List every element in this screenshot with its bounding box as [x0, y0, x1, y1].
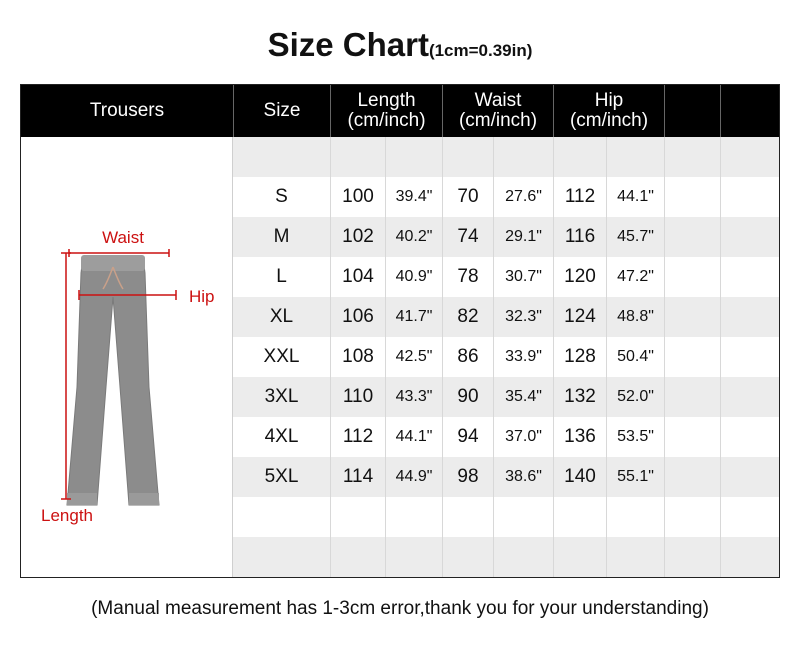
cell-hip-cm: 136 — [553, 417, 606, 457]
cell-hip-in: 44.1" — [606, 177, 664, 217]
cell-waist-cm: 82 — [442, 297, 493, 337]
empty-row — [233, 497, 780, 537]
cell-hip-cm: 128 — [553, 337, 606, 377]
cell-length-cm: 108 — [330, 337, 385, 377]
cell-waist-cm: 98 — [442, 457, 493, 497]
empty-cell — [664, 297, 720, 337]
cell-waist-in: 35.4" — [493, 377, 553, 417]
cell-size: 5XL — [264, 466, 299, 487]
cell-hip-in: 47.2" — [606, 257, 664, 297]
cell-length-in: 41.7" — [385, 297, 442, 337]
empty-cell — [442, 537, 493, 577]
cell-size: XL — [269, 306, 294, 327]
cell-hip-cm: 124 — [553, 297, 606, 337]
empty-cell — [493, 137, 553, 177]
cell-waist-in: 33.9" — [493, 337, 553, 377]
empty-cell — [330, 137, 385, 177]
empty-cell — [330, 497, 385, 537]
empty-cell — [664, 137, 720, 177]
header-empty-2 — [720, 85, 780, 137]
cell-hip-cm: 140 — [553, 457, 606, 497]
cell-waist-cm: 74 — [442, 217, 493, 257]
trousers-diagram-panel — [21, 137, 233, 577]
cell-size: 3XL — [264, 386, 299, 407]
cell-size: 4XL — [264, 426, 299, 447]
cell-hip-in: 53.5" — [606, 417, 664, 457]
cell-hip-cm: 116 — [553, 217, 606, 257]
cell-length-in: 40.9" — [385, 257, 442, 297]
cell-size: S — [275, 186, 288, 207]
trousers-diagram — [21, 137, 233, 577]
cell-hip-in: 52.0" — [606, 377, 664, 417]
empty-cell — [720, 217, 780, 257]
cell-length-cm: 100 — [330, 177, 385, 217]
empty-row — [233, 537, 780, 577]
cell-size: XXL — [263, 346, 300, 367]
cell-waist-in: 32.3" — [493, 297, 553, 337]
empty-cell — [664, 497, 720, 537]
cell-waist-in: 37.0" — [493, 417, 553, 457]
empty-cell — [720, 457, 780, 497]
cell-hip-in: 48.8" — [606, 297, 664, 337]
table-row — [233, 257, 780, 297]
header-empty-1 — [664, 85, 720, 137]
empty-cell — [233, 497, 330, 537]
size-chart-table — [20, 84, 780, 578]
empty-cell — [606, 137, 664, 177]
empty-cell — [664, 537, 720, 577]
table-row — [233, 177, 780, 217]
empty-cell — [385, 497, 442, 537]
cell-waist-in: 29.1" — [493, 217, 553, 257]
empty-cell — [720, 137, 780, 177]
empty-cell — [385, 137, 442, 177]
empty-cell — [720, 297, 780, 337]
empty-cell — [330, 537, 385, 577]
empty-cell — [233, 137, 330, 177]
empty-cell — [385, 537, 442, 577]
empty-cell — [664, 257, 720, 297]
empty-cell — [720, 337, 780, 377]
header-waist: Waist (cm/inch) — [442, 85, 553, 137]
table-header — [21, 85, 780, 137]
cell-hip-in: 50.4" — [606, 337, 664, 377]
cell-length-cm: 106 — [330, 297, 385, 337]
cell-hip-cm: 132 — [553, 377, 606, 417]
empty-cell — [664, 177, 720, 217]
cell-length-in: 43.3" — [385, 377, 442, 417]
length-label: Length — [41, 506, 93, 525]
cell-size: M — [273, 226, 290, 247]
cell-waist-cm: 86 — [442, 337, 493, 377]
cell-hip-in: 45.7" — [606, 217, 664, 257]
table-row — [233, 377, 780, 417]
length-measure — [61, 253, 71, 499]
empty-cell — [664, 457, 720, 497]
empty-cell — [493, 537, 553, 577]
cell-waist-in: 27.6" — [493, 177, 553, 217]
cell-length-in: 42.5" — [385, 337, 442, 377]
cell-waist-in: 38.6" — [493, 457, 553, 497]
empty-cell — [720, 377, 780, 417]
title-sub: (1cm=0.39in) — [428, 41, 533, 60]
cell-size: L — [276, 266, 287, 287]
table-row — [233, 457, 780, 497]
table-row — [233, 337, 780, 377]
waist-label: Waist — [102, 228, 144, 247]
page-title — [0, 26, 800, 64]
empty-cell — [664, 217, 720, 257]
empty-cell — [553, 137, 606, 177]
empty-cell — [664, 337, 720, 377]
cell-length-cm: 110 — [330, 377, 385, 417]
cell-waist-cm: 90 — [442, 377, 493, 417]
cell-length-cm: 104 — [330, 257, 385, 297]
table-row — [233, 217, 780, 257]
header-trousers: Trousers — [89, 100, 165, 121]
header-length: Length (cm/inch) — [330, 85, 442, 137]
empty-cell — [720, 177, 780, 217]
empty-cell — [664, 417, 720, 457]
cell-waist-cm: 94 — [442, 417, 493, 457]
cell-length-cm: 114 — [330, 457, 385, 497]
empty-cell — [553, 537, 606, 577]
empty-cell — [720, 257, 780, 297]
title-main: Size Chart — [267, 26, 429, 63]
cell-hip-in: 55.1" — [606, 457, 664, 497]
empty-cell — [233, 537, 330, 577]
header-hip: Hip (cm/inch) — [553, 85, 664, 137]
cell-length-cm: 102 — [330, 217, 385, 257]
measurement-note: (Manual measurement has 1-3cm error,thank you for your understanding) — [91, 598, 709, 619]
cell-length-in: 44.1" — [385, 417, 442, 457]
empty-cell — [606, 537, 664, 577]
header-size: Size — [233, 85, 330, 137]
empty-cell — [493, 497, 553, 537]
cell-length-in: 44.9" — [385, 457, 442, 497]
cell-length-cm: 112 — [330, 417, 385, 457]
cell-length-in: 39.4" — [385, 177, 442, 217]
empty-cell — [720, 537, 780, 577]
empty-cell — [553, 497, 606, 537]
cell-hip-cm: 120 — [553, 257, 606, 297]
cell-waist-in: 30.7" — [493, 257, 553, 297]
trousers-illustration — [67, 255, 159, 505]
cell-waist-cm: 78 — [442, 257, 493, 297]
table-row — [233, 417, 780, 457]
empty-cell — [720, 497, 780, 537]
empty-row — [233, 137, 780, 177]
empty-cell — [606, 497, 664, 537]
empty-cell — [720, 417, 780, 457]
empty-cell — [442, 497, 493, 537]
empty-cell — [664, 377, 720, 417]
cell-length-in: 40.2" — [385, 217, 442, 257]
empty-cell — [442, 137, 493, 177]
table-row — [233, 297, 780, 337]
hip-label: Hip — [189, 287, 215, 306]
cell-hip-cm: 112 — [553, 177, 606, 217]
cell-waist-cm: 70 — [442, 177, 493, 217]
